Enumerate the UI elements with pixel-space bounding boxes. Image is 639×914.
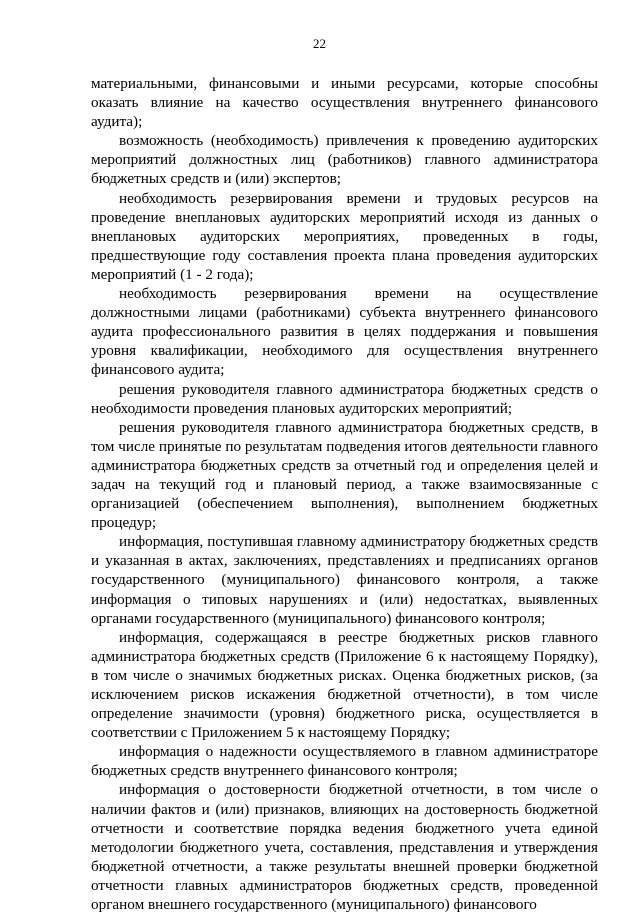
paragraph: решения руководителя главного администратора бюджетных средств о необходимости проведения плановых аудиторских мероприятий;: [91, 380, 598, 417]
document-body: [91, 74, 598, 914]
paragraph: информация, поступившая главному администратору бюджетных средств и указанная в актах, заключениях, представлениях и предписаниях органов государственного (муниципального) финансового контроля, а также информация о типовых нарушениях и (или) недостатках, выявленных органами государственного (муниципального) финансового контроля;: [91, 533, 598, 627]
paragraph: необходимость резервирования времени и трудовых ресурсов на проведение внеплановых аудиторских мероприятий исходя из данных о внеплановых аудиторских мероприятиях, проведенных в годы, предшествующие году составления проекта плана проведения аудиторских мероприятий (1 - 2 года);: [91, 189, 598, 283]
paragraph: возможность (необходимость) привлечения к проведению аудиторских мероприятий должностных лиц (работников) главного администратора бюджетных средств и (или) экспертов;: [91, 132, 598, 188]
paragraph: информация о надежности осуществляемого в главном администраторе бюджетных средств внутреннего финансового контроля;: [91, 743, 598, 780]
paragraph: материальными, финансовыми и иными ресурсами, которые способны оказать влияние на качество осуществления внутреннего финансового аудита);: [91, 75, 598, 131]
paragraph: решения руководителя главного администратора бюджетных средств, в том числе принятые по результатам подведения итогов деятельности главного администратора бюджетных средств за отчетный год и определения целей и задач на текущий год и плановый период, а также взаимосвязанные с организацией (обеспечением выполнения), выполнением бюджетных процедур;: [91, 418, 598, 532]
page-number: 22: [313, 36, 326, 51]
paragraph: необходимость резервирования времени на осуществление должностными лицами (работниками) субъекта внутреннего финансового аудита профессионального развития в целях поддержания и повышения уровня квалификации, необходимого для осуществления внутреннего финансового аудита;: [91, 285, 598, 379]
paragraph: информация, содержащаяся в реестре бюджетных рисков главного администратора бюджетных средств (Приложение 6 к настоящему Порядку), в том числе о значимых бюджетных рисках. Оценка бюджетных рисков, (за исключением рисков искажения бюджетной отчетности), в том числе определение значимости (уровня) бюджетного риска, осуществляется в соответствии с Приложением 5 к настоящему Порядку;: [91, 628, 598, 742]
paragraph: информация о достоверности бюджетной отчетности, в том числе о наличии фактов и (или) признаков, влияющих на достоверность бюджетной отчетности и соответствие порядка ведения бюджетного учета единой методологии бюджетного учета, составления, представления и утверждения бюджетной отчетности, а также результаты внешней проверки бюджетной отчетности главных администраторов бюджетных средств, проведенной органом внешнего государственного (муниципального) финансового: [91, 781, 598, 914]
